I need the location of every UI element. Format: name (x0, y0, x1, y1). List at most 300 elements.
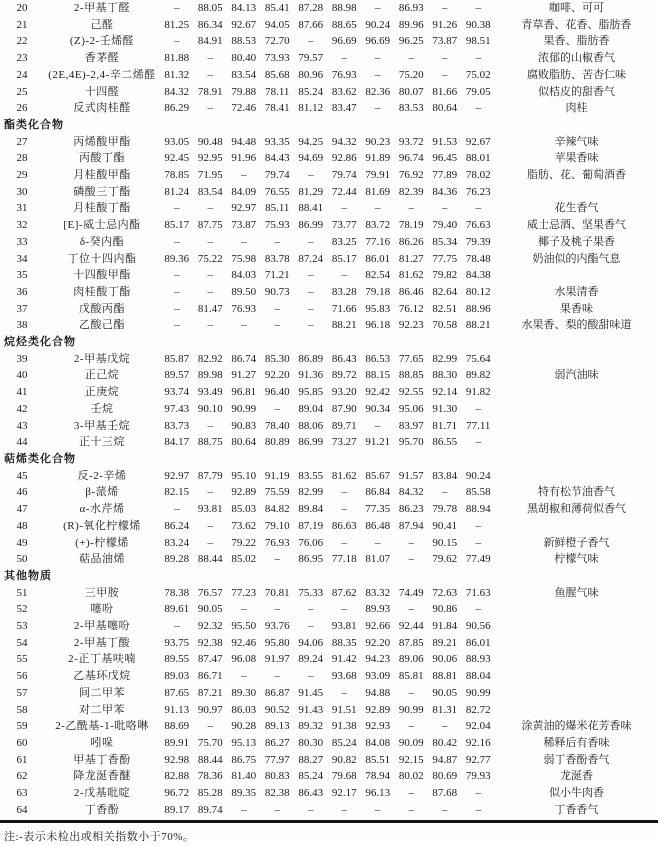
similarity-value-cell: 91.38 (331, 720, 357, 733)
row-number-cell: 53 (16, 620, 28, 633)
compound-name-cell: 2-甲基丁醛 (73, 2, 131, 14)
similarity-value-cell: 73.27 (331, 436, 357, 449)
aroma-description-cell: 果香味 (560, 302, 593, 315)
similarity-value-cell: – (442, 2, 448, 14)
aroma-description-cell: 新鲜橙子香气 (543, 536, 610, 549)
similarity-value-cell: 92.66 (365, 620, 391, 633)
similarity-value-cell: – (341, 269, 347, 282)
similarity-value-cell: 87.62 (331, 586, 357, 599)
similarity-value-cell: 79.68 (331, 770, 357, 783)
similarity-value-cell: 91.30 (432, 402, 458, 415)
aroma-description-cell: 水果清香 (554, 285, 599, 298)
row-number-cell: 40 (16, 369, 28, 382)
similarity-value-cell: 84.13 (231, 2, 257, 14)
row-number-cell: 29 (16, 169, 28, 182)
aroma-description-cell: 弱丁香酚香气 (543, 753, 610, 766)
row-number-cell: 31 (16, 202, 28, 215)
similarity-value-cell: 83.53 (398, 102, 424, 115)
similarity-value-cell: 86.43 (298, 787, 324, 800)
table-row (0, 0, 658, 17)
similarity-value-cell: 87.28 (298, 2, 324, 14)
aroma-description-cell (495, 635, 658, 652)
similarity-value-cell: 86.27 (264, 736, 290, 749)
aroma-description-cell: 黑胡椒和薄荷似香气 (527, 503, 626, 516)
table-row (0, 150, 658, 167)
similarity-value-cell: – (341, 536, 347, 549)
row-number-cell: 54 (16, 636, 28, 649)
similarity-value-cell: 91.82 (465, 386, 491, 399)
similarity-value-cell: – (408, 803, 414, 816)
similarity-value-cell: 79.62 (432, 553, 458, 566)
similarity-value-cell: 81.12 (298, 102, 324, 115)
aroma-description-cell: 柠檬气味 (554, 553, 599, 566)
similarity-value-cell: – (475, 102, 481, 115)
similarity-value-cell: 80.83 (264, 770, 290, 783)
similarity-value-cell: – (274, 803, 280, 816)
row-number-cell: 50 (16, 553, 28, 566)
similarity-value-cell: – (174, 503, 180, 516)
similarity-value-cell: – (274, 603, 280, 616)
similarity-value-cell: – (408, 787, 414, 800)
row-number-cell: 56 (16, 670, 28, 683)
similarity-value-cell: 87.47 (197, 653, 223, 666)
similarity-value-cell: – (274, 319, 280, 332)
similarity-value-cell: 89.32 (298, 720, 324, 733)
similarity-value-cell: 84.38 (465, 269, 491, 282)
row-number-cell: 41 (16, 386, 28, 399)
similarity-value-cell: 84.32 (398, 486, 424, 499)
aroma-description-cell: 果香、脂肪香 (543, 35, 610, 48)
row-number-cell: 21 (16, 18, 28, 31)
similarity-value-cell: 79.40 (432, 219, 458, 232)
similarity-value-cell: 97.43 (164, 402, 190, 415)
similarity-value-cell: 85.68 (264, 68, 290, 81)
aroma-description-cell (495, 668, 658, 685)
compound-name-cell: 正十三烷 (79, 436, 125, 449)
similarity-value-cell: 83.55 (298, 469, 324, 482)
similarity-value-cell: 90.38 (465, 18, 491, 31)
similarity-value-cell: 81.62 (331, 469, 357, 482)
row-number-cell: 28 (16, 152, 28, 165)
similarity-value-cell: – (241, 235, 247, 248)
compound-name-cell: 壬烷 (90, 402, 114, 415)
similarity-value-cell: – (442, 202, 448, 215)
similarity-value-cell: 94.69 (298, 152, 324, 165)
similarity-value-cell: 80.40 (231, 52, 257, 65)
aroma-description-cell: 浓郁的山椒香气 (538, 52, 615, 65)
similarity-value-cell: – (475, 803, 481, 816)
similarity-value-cell: – (475, 519, 481, 532)
row-number-cell: 63 (16, 787, 28, 800)
similarity-value-cell: 90.56 (465, 620, 491, 633)
similarity-value-cell: 92.23 (398, 319, 424, 332)
similarity-value-cell: 77.97 (264, 753, 290, 766)
compound-name-cell: 丁香酚 (84, 803, 120, 816)
similarity-value-cell: 91.53 (432, 135, 458, 148)
similarity-value-cell: 92.44 (398, 620, 424, 633)
similarity-value-cell: 72.63 (432, 586, 458, 599)
similarity-value-cell: 70.81 (264, 586, 290, 599)
similarity-value-cell: 81.62 (398, 269, 424, 282)
similarity-value-cell: 89.82 (465, 369, 491, 382)
similarity-value-cell: 85.67 (365, 469, 391, 482)
similarity-value-cell: – (207, 419, 213, 432)
similarity-value-cell: – (375, 52, 381, 65)
row-number-cell: 24 (16, 68, 28, 81)
row-number-cell: 47 (16, 503, 28, 516)
table-row (0, 551, 658, 568)
similarity-value-cell: 76.92 (398, 169, 424, 182)
similarity-value-cell: 83.78 (264, 252, 290, 265)
table-row (0, 768, 658, 785)
similarity-value-cell: 72.44 (331, 185, 357, 198)
similarity-value-cell: 82.15 (164, 486, 190, 499)
compound-name-cell: 反-2-辛烯 (77, 469, 127, 482)
similarity-value-cell: – (274, 553, 280, 566)
similarity-value-cell: 94.48 (231, 135, 257, 148)
similarity-value-cell: 86.89 (298, 352, 324, 365)
similarity-value-cell: 95.06 (398, 402, 424, 415)
similarity-value-cell: 92.16 (465, 736, 491, 749)
similarity-value-cell: 84.43 (264, 152, 290, 165)
similarity-value-cell: 79.74 (331, 169, 357, 182)
row-number-cell: 35 (16, 269, 28, 282)
similarity-value-cell: 79.74 (264, 169, 290, 182)
aroma-description-cell: 咖啡、可可 (549, 2, 604, 14)
section-header: 酯类化合物 (4, 118, 64, 131)
similarity-value-cell: – (341, 202, 347, 215)
similarity-value-cell: 91.84 (432, 620, 458, 633)
similarity-value-cell: 76.06 (298, 536, 324, 549)
similarity-value-cell: 96.45 (432, 152, 458, 165)
similarity-value-cell: 89.71 (331, 419, 357, 432)
similarity-value-cell: 92.89 (231, 486, 257, 499)
similarity-value-cell: 89.55 (164, 653, 190, 666)
aroma-description-cell (495, 401, 658, 418)
similarity-value-cell: 81.07 (365, 553, 391, 566)
similarity-value-cell: 90.23 (365, 135, 391, 148)
similarity-value-cell: 89.36 (164, 252, 190, 265)
similarity-value-cell: 75.70 (197, 736, 223, 749)
similarity-value-cell: 85.03 (231, 503, 257, 516)
similarity-value-cell: – (207, 536, 213, 549)
aroma-description-cell: 弱汽油味 (554, 369, 599, 382)
similarity-value-cell: – (207, 486, 213, 499)
compound-name-cell: 反式肉桂醛 (73, 102, 131, 115)
similarity-value-cell: 81.25 (164, 18, 190, 31)
similarity-value-cell: 89.98 (197, 369, 223, 382)
table-row (0, 217, 658, 234)
similarity-value-cell: 79.57 (298, 52, 324, 65)
similarity-value-cell: 89.57 (164, 369, 190, 382)
similarity-value-cell: 75.93 (264, 219, 290, 232)
similarity-value-cell: 87.24 (298, 252, 324, 265)
similarity-value-cell: – (241, 603, 247, 616)
compound-name-cell: 2-正丁基呋喃 (68, 653, 136, 666)
compound-name-cell: 萜品油烯 (79, 553, 125, 566)
similarity-value-cell: 76.93 (231, 302, 257, 315)
similarity-value-cell: 95.85 (298, 386, 324, 399)
table-row (0, 401, 658, 418)
similarity-value-cell: 95.10 (231, 469, 257, 482)
table-row (0, 317, 658, 334)
similarity-value-cell: 81.24 (164, 185, 190, 198)
table-row (0, 802, 658, 819)
table-row (0, 484, 658, 501)
similarity-value-cell: 92.46 (231, 636, 257, 649)
similarity-value-cell: 71.66 (331, 302, 357, 315)
similarity-value-cell: 74.49 (398, 586, 424, 599)
row-number-cell: 59 (16, 720, 28, 733)
similarity-value-cell: 80.30 (298, 736, 324, 749)
similarity-value-cell: – (308, 302, 314, 315)
similarity-value-cell: 96.25 (398, 35, 424, 48)
similarity-value-cell: 90.06 (432, 653, 458, 666)
similarity-value-cell: – (174, 35, 180, 48)
similarity-value-cell: 83.25 (331, 235, 357, 248)
similarity-value-cell: 89.28 (164, 553, 190, 566)
similarity-value-cell: 77.75 (432, 252, 458, 265)
similarity-value-cell: 76.93 (264, 536, 290, 549)
similarity-value-cell: 84.36 (432, 185, 458, 198)
similarity-value-cell: 82.54 (365, 269, 391, 282)
similarity-value-cell: 96.08 (231, 653, 257, 666)
similarity-value-cell: 96.13 (365, 787, 391, 800)
similarity-value-cell: 89.61 (164, 603, 190, 616)
compound-name-cell: 3-甲基壬烷 (73, 419, 131, 432)
row-number-cell: 48 (16, 519, 28, 532)
similarity-value-cell: 86.74 (231, 352, 257, 365)
table-row (0, 635, 658, 652)
similarity-value-cell: 92.93 (365, 720, 391, 733)
similarity-value-cell: 78.41 (264, 102, 290, 115)
similarity-value-cell: 76.12 (398, 302, 424, 315)
similarity-value-cell: 76.63 (465, 219, 491, 232)
table-row (0, 501, 658, 518)
similarity-value-cell: – (442, 68, 448, 81)
similarity-value-cell: 83.32 (365, 586, 391, 599)
similarity-value-cell: 89.21 (432, 636, 458, 649)
row-number-cell: 34 (16, 252, 28, 265)
similarity-value-cell: 86.26 (398, 235, 424, 248)
section-header-row (0, 568, 658, 585)
section-header-row (0, 334, 658, 351)
similarity-value-cell: 83.54 (197, 185, 223, 198)
similarity-value-cell: 85.81 (398, 670, 424, 683)
similarity-value-cell: 88.69 (164, 720, 190, 733)
similarity-value-cell: 86.75 (231, 753, 257, 766)
similarity-value-cell: 88.96 (465, 302, 491, 315)
similarity-value-cell: – (408, 52, 414, 65)
similarity-value-cell: 85.17 (164, 219, 190, 232)
similarity-value-cell: 90.24 (365, 18, 391, 31)
table-row (0, 284, 658, 301)
similarity-value-cell: – (408, 720, 414, 733)
similarity-value-cell: 87.65 (164, 686, 190, 699)
compound-name-cell: [E]-威士忌内酯 (63, 219, 141, 232)
aroma-description-cell: 威士忌酒、坚果香气 (527, 219, 626, 232)
compound-name-cell: δ-癸内酯 (79, 235, 125, 248)
similarity-value-cell: – (274, 235, 280, 248)
similarity-value-cell: 93.09 (365, 670, 391, 683)
similarity-value-cell: 86.03 (231, 703, 257, 716)
similarity-value-cell: 91.97 (264, 653, 290, 666)
compound-name-cell: 己醛 (90, 18, 114, 31)
similarity-value-cell: 81.32 (164, 68, 190, 81)
similarity-value-cell: 90.34 (365, 402, 391, 415)
similarity-value-cell: 89.24 (298, 653, 324, 666)
similarity-value-cell: 88.35 (331, 636, 357, 649)
similarity-value-cell: 92.20 (264, 369, 290, 382)
similarity-value-cell: – (207, 269, 213, 282)
table-row (0, 752, 658, 769)
similarity-value-cell: 96.72 (164, 787, 190, 800)
similarity-value-cell: 80.02 (398, 770, 424, 783)
similarity-value-cell: 90.83 (231, 419, 257, 432)
similarity-value-cell: 93.49 (197, 386, 223, 399)
similarity-value-cell: – (207, 235, 213, 248)
compound-name-cell: 噻吩 (90, 603, 114, 616)
similarity-value-cell: 75.20 (398, 68, 424, 81)
aroma-description-cell: 脂肪、花、葡萄酒香 (527, 169, 626, 182)
similarity-value-cell: 76.93 (331, 68, 357, 81)
similarity-value-cell: 83.72 (365, 219, 391, 232)
compound-name-cell: 磷酸三丁酯 (73, 185, 131, 198)
compound-name-cell: 2-甲基噻吩 (73, 620, 131, 633)
similarity-value-cell: 92.97 (164, 469, 190, 482)
similarity-value-cell: 90.24 (465, 469, 491, 482)
similarity-value-cell: 88.21 (331, 319, 357, 332)
compound-name-cell: 十四酸甲酯 (73, 269, 131, 282)
similarity-value-cell: – (274, 670, 280, 683)
similarity-value-cell: 88.05 (197, 2, 223, 14)
compound-name-cell: 2-戊基吡啶 (73, 787, 131, 800)
similarity-value-cell: – (308, 803, 314, 816)
similarity-value-cell: 88.53 (231, 35, 257, 48)
aroma-description-cell (495, 434, 658, 451)
similarity-value-cell: 90.10 (197, 402, 223, 415)
aroma-description-cell: 似桔皮的甜香气 (538, 85, 615, 98)
similarity-value-cell: 78.11 (265, 85, 290, 98)
similarity-value-cell: 75.59 (264, 486, 290, 499)
similarity-value-cell: 86.34 (197, 18, 223, 31)
similarity-value-cell: – (408, 536, 414, 549)
similarity-value-cell: 94.88 (365, 686, 391, 699)
similarity-value-cell: – (207, 102, 213, 115)
similarity-value-cell: 91.96 (231, 152, 257, 165)
compound-name-cell: 戊酸丙酯 (79, 302, 125, 315)
table-row (0, 351, 658, 368)
similarity-value-cell: 79.18 (365, 285, 391, 298)
similarity-value-cell: 81.40 (231, 770, 257, 783)
similarity-value-cell: 88.27 (298, 753, 324, 766)
similarity-value-cell: 83.62 (331, 85, 357, 98)
similarity-value-cell: 75.02 (465, 68, 491, 81)
similarity-value-cell: 93.74 (164, 386, 190, 399)
similarity-value-cell: – (174, 302, 180, 315)
similarity-value-cell: 88.85 (398, 369, 424, 382)
similarity-value-cell: 82.36 (365, 85, 391, 98)
similarity-value-cell: 90.99 (465, 686, 491, 699)
similarity-value-cell: 92.55 (398, 386, 424, 399)
table-row (0, 384, 658, 401)
row-number-cell: 37 (16, 302, 28, 315)
similarity-value-cell: 90.52 (264, 703, 290, 716)
similarity-value-cell: – (475, 603, 481, 616)
similarity-value-cell: 88.44 (197, 553, 223, 566)
similarity-value-cell: 77.16 (365, 235, 391, 248)
similarity-value-cell: 85.17 (331, 252, 357, 265)
similarity-value-cell: 86.01 (365, 252, 391, 265)
compound-name-cell: 降龙涎香醚 (73, 770, 131, 783)
section-header-row (0, 117, 658, 134)
similarity-value-cell: 88.94 (465, 503, 491, 516)
similarity-value-cell: 83.97 (398, 419, 424, 432)
row-number-cell: 58 (16, 703, 28, 716)
similarity-value-cell: 78.48 (465, 252, 491, 265)
similarity-value-cell: 80.07 (398, 85, 424, 98)
table-note: 注:-表示未检出或相关指数小于70%。 (4, 831, 195, 844)
similarity-value-cell: – (308, 285, 314, 298)
row-number-cell: 46 (16, 486, 28, 499)
similarity-value-cell: 91.51 (331, 703, 357, 716)
similarity-value-cell: 92.89 (365, 703, 391, 716)
similarity-value-cell: 86.87 (264, 686, 290, 699)
similarity-value-cell: 96.69 (365, 35, 391, 48)
similarity-value-cell: 96.40 (264, 386, 290, 399)
similarity-value-cell: – (308, 235, 314, 248)
table-row (0, 184, 658, 201)
compound-name-cell: α-水芹烯 (79, 503, 125, 516)
similarity-value-cell: 92.67 (231, 18, 257, 31)
aroma-description-cell: 似小牛肉香 (549, 787, 604, 800)
similarity-value-cell: 92.17 (331, 787, 357, 800)
similarity-value-cell: 78.38 (164, 586, 190, 599)
similarity-value-cell: 91.19 (264, 469, 290, 482)
row-number-cell: 45 (16, 469, 28, 482)
similarity-value-cell: – (375, 102, 381, 115)
similarity-value-cell: – (475, 202, 481, 215)
similarity-value-cell: 84.82 (264, 503, 290, 516)
aroma-description-cell (495, 702, 658, 719)
similarity-value-cell: 88.44 (197, 753, 223, 766)
similarity-value-cell: 92.42 (365, 386, 391, 399)
row-number-cell: 62 (16, 770, 28, 783)
aroma-description-cell (495, 518, 658, 535)
similarity-value-cell: 77.11 (466, 419, 491, 432)
table-row (0, 785, 658, 802)
similarity-value-cell: – (308, 35, 314, 48)
similarity-value-cell: 88.21 (465, 319, 491, 332)
similarity-value-cell: 72.70 (264, 35, 290, 48)
similarity-value-cell: 94.05 (264, 18, 290, 31)
section-header: 烷烃类化合物 (4, 336, 76, 349)
similarity-value-cell: 89.17 (164, 803, 190, 816)
similarity-value-cell: 75.22 (197, 252, 223, 265)
similarity-value-cell: 89.13 (264, 720, 290, 733)
row-number-cell: 55 (16, 653, 28, 666)
similarity-value-cell: 84.91 (197, 35, 223, 48)
similarity-value-cell: 82.64 (432, 285, 458, 298)
similarity-value-cell: 85.30 (264, 352, 290, 365)
table-row (0, 434, 658, 451)
similarity-value-cell: 89.74 (197, 803, 223, 816)
similarity-value-cell: 79.93 (465, 770, 491, 783)
similarity-value-cell: 93.75 (164, 636, 190, 649)
row-number-cell: 60 (16, 736, 28, 749)
similarity-value-cell: – (207, 519, 213, 532)
compound-name-cell: 2-乙酰基-1-吡咯啉 (55, 720, 149, 733)
